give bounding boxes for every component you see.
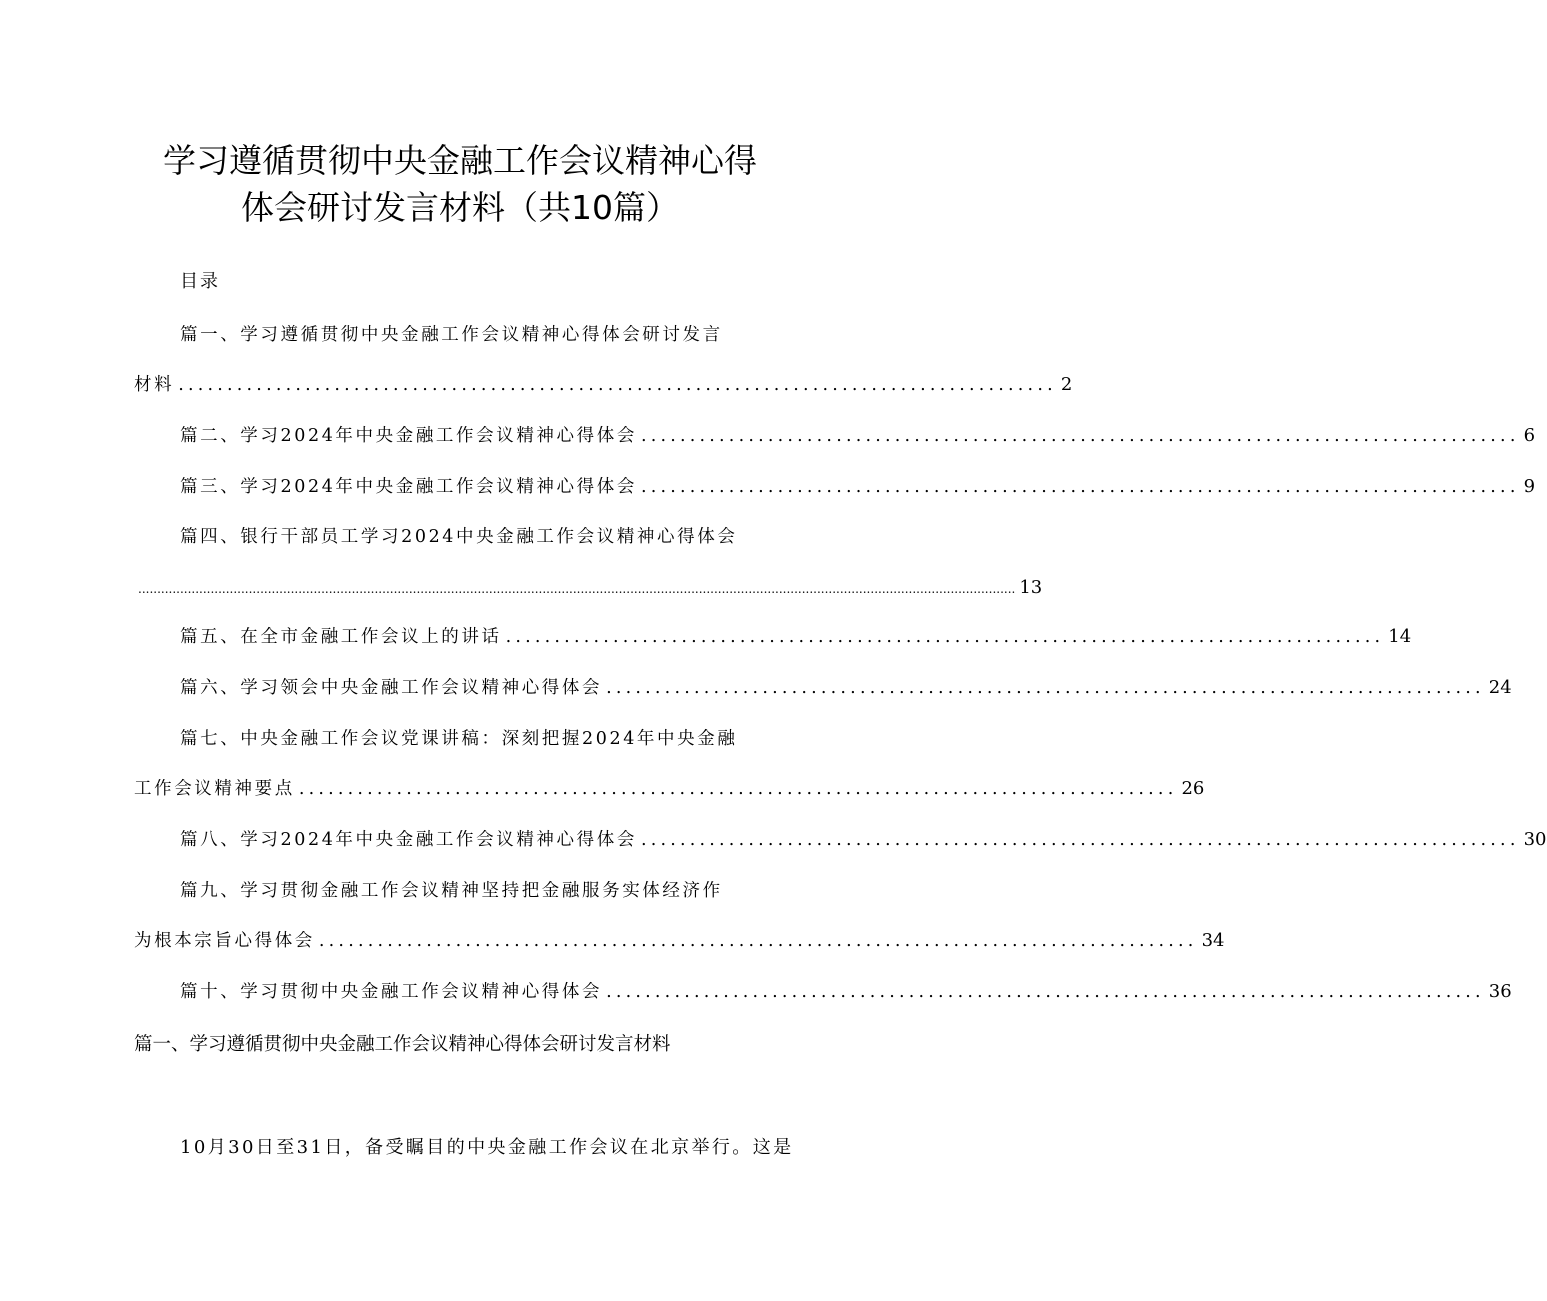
toc-leader-dots: ..........................................................................................	[606, 982, 1485, 1002]
toc-entry-4-line-2[interactable]	[134, 575, 1043, 602]
toc-entry-text: 工作会议精神要点	[134, 779, 295, 799]
toc-leader-dots: ..........................................................................................	[606, 678, 1485, 698]
toc-entry-text: 篇五、在全市金融工作会议上的讲话	[180, 627, 502, 647]
toc-page-number: 34	[1201, 930, 1225, 951]
toc-entry-text: 篇九、学习贯彻金融工作会议精神坚持把金融服务实体经济作	[180, 881, 723, 901]
document-title-line-2: 体会研讨发言材料（共10篇）	[241, 188, 679, 227]
toc-entry-9-line-2[interactable]	[134, 928, 1225, 954]
toc-entry-text: 篇二、学习2024年中央金融工作会议精神心得体会	[180, 426, 637, 446]
toc-entry-10[interactable]	[180, 979, 1512, 1005]
toc-entry-7-line-1[interactable]	[180, 726, 737, 752]
toc-entry-text: 篇三、学习2024年中央金融工作会议精神心得体会	[180, 477, 637, 497]
body-paragraph: 10月30日至31日，备受瞩目的中央金融工作会议在北京举行。这是	[180, 1137, 794, 1158]
toc-entry-7-line-2[interactable]	[134, 776, 1205, 802]
toc-page-number: 14	[1388, 626, 1412, 647]
toc-leader-dots: ..........................................................................................	[640, 830, 1520, 850]
toc-leader-dots: ..........................................................................................	[640, 426, 1520, 446]
toc-page-number: 36	[1488, 981, 1512, 1002]
document-title-line-1: 学习遵循贯彻中央金融工作会议精神心得	[163, 141, 757, 180]
toc-leader-dots: ..........................................................................................	[505, 627, 1385, 647]
toc-entry-text: 篇一、学习遵循贯彻中央金融工作会议精神心得体会研讨发言	[180, 325, 723, 345]
toc-page-number: 30	[1523, 829, 1547, 850]
toc-page-number: 26	[1181, 778, 1205, 799]
toc-entry-1-line-2[interactable]	[134, 372, 1073, 398]
section-heading: 篇一、学习遵循贯彻中央金融工作会议精神心得体会研讨发言材料	[134, 1034, 671, 1055]
toc-entry-4-line-1[interactable]	[180, 524, 737, 550]
toc-leader-dots: ......................................................................................................................................................................................................................................	[138, 582, 1016, 596]
toc-page-number: 9	[1523, 476, 1536, 497]
toc-leader-dots: ..........................................................................................	[640, 477, 1520, 497]
toc-entry-1-line-1[interactable]	[180, 322, 723, 348]
toc-entry-text: 篇四、银行干部员工学习2024中央金融工作会议精神心得体会	[180, 527, 738, 547]
toc-page-number: 13	[1019, 577, 1043, 598]
toc-entry-5[interactable]	[180, 624, 1412, 650]
toc-entry-text: 篇十、学习贯彻中央金融工作会议精神心得体会	[180, 982, 603, 1002]
toc-entry-9-line-1[interactable]	[180, 878, 723, 904]
toc-label: 目录	[180, 271, 220, 292]
toc-leader-dots: ..........................................................................................	[178, 375, 1057, 395]
toc-entry-6[interactable]	[180, 675, 1512, 701]
toc-entry-3[interactable]	[180, 474, 1536, 500]
toc-entry-text: 材料	[134, 375, 175, 395]
toc-entry-8[interactable]	[180, 827, 1547, 853]
toc-entry-text: 为根本宗旨心得体会	[134, 931, 315, 951]
toc-leader-dots: ..........................................................................................	[318, 931, 1198, 951]
toc-leader-dots: ..........................................................................................	[298, 779, 1178, 799]
toc-entry-2[interactable]	[180, 423, 1536, 449]
toc-entry-text: 篇六、学习领会中央金融工作会议精神心得体会	[180, 678, 603, 698]
toc-entry-text: 篇八、学习2024年中央金融工作会议精神心得体会	[180, 830, 637, 850]
toc-page-number: 24	[1488, 677, 1512, 698]
toc-entry-text: 篇七、中央金融工作会议党课讲稿：深刻把握2024年中央金融	[180, 729, 738, 749]
toc-page-number: 6	[1523, 425, 1536, 446]
toc-page-number: 2	[1060, 374, 1073, 395]
